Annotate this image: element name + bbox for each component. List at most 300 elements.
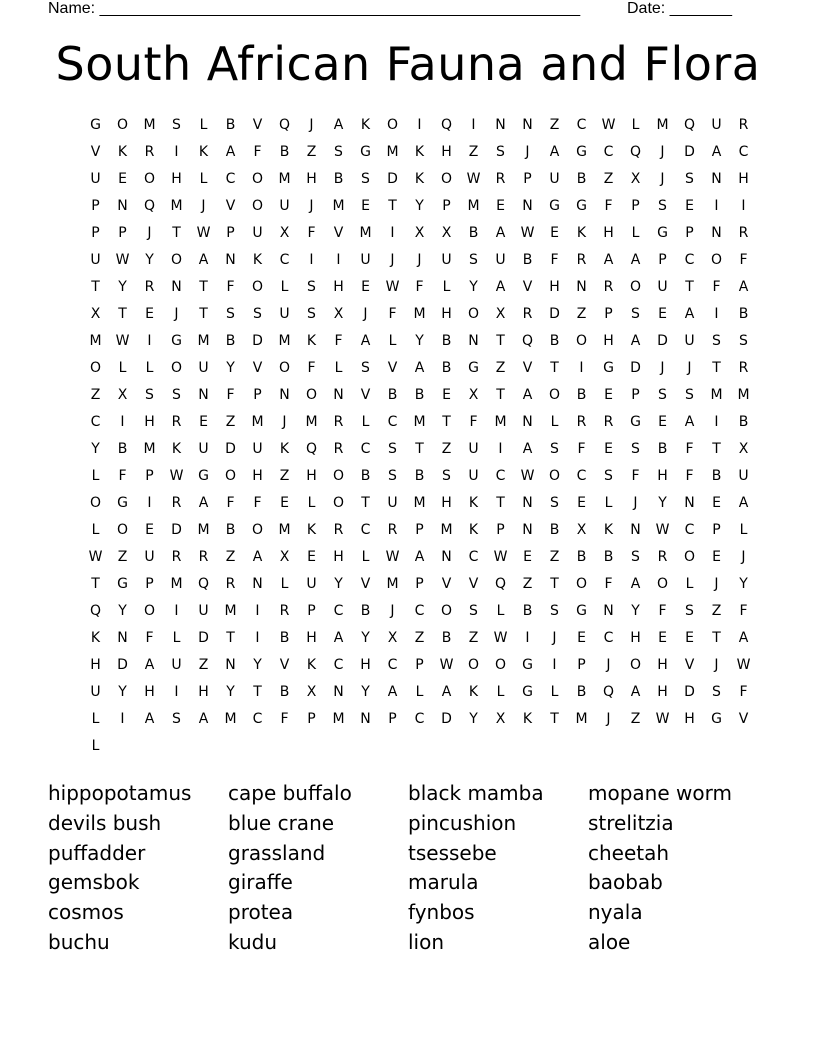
grid-letter: P	[496, 521, 505, 538]
grid-letter: M	[143, 440, 156, 457]
grid-letter: R	[333, 440, 344, 457]
grid-letter: V	[333, 224, 344, 241]
grid-letter: U	[144, 548, 155, 565]
grid-letter: D	[684, 143, 695, 160]
grid-letter: A	[684, 413, 695, 430]
page-title: South African Fauna and Flora	[55, 37, 761, 91]
grid-letter: S	[712, 683, 721, 700]
grid-letter: R	[738, 359, 749, 376]
word-list-item: puffadder	[48, 840, 146, 865]
grid-letter: G	[657, 224, 668, 241]
grid-letter: V	[387, 359, 398, 376]
grid-letter: T	[91, 278, 100, 295]
grid-letter: S	[658, 197, 667, 214]
grid-letter: L	[361, 413, 370, 430]
grid-letter: B	[387, 386, 398, 403]
grid-letter: O	[251, 197, 264, 214]
grid-letter: O	[440, 602, 453, 619]
grid-letter: C	[414, 710, 425, 727]
grid-letter: K	[306, 521, 317, 538]
grid-letter: N	[441, 548, 452, 565]
grid-letter: A	[630, 683, 641, 700]
grid-letter: C	[603, 629, 614, 646]
grid-letter: F	[685, 440, 694, 457]
grid-letter: J	[309, 116, 314, 133]
grid-letter: B	[441, 359, 452, 376]
grid-letter: J	[147, 224, 152, 241]
grid-letter: Q	[629, 143, 642, 160]
grid-letter: B	[576, 683, 587, 700]
grid-letter: S	[253, 305, 262, 322]
grid-letter: A	[738, 629, 749, 646]
grid-letter: B	[117, 440, 128, 457]
grid-letter: W	[520, 224, 535, 241]
grid-letter: A	[333, 116, 344, 133]
grid-letter: S	[145, 386, 154, 403]
grid-letter: X	[414, 224, 425, 241]
grid-letter: N	[522, 494, 533, 511]
grid-letter: L	[172, 629, 181, 646]
grid-letter: C	[387, 656, 398, 673]
grid-letter: I	[714, 413, 719, 430]
grid-letter: J	[174, 305, 179, 322]
grid-letter: L	[604, 494, 613, 511]
grid-letter: A	[144, 710, 155, 727]
grid-letter: U	[198, 602, 209, 619]
grid-letter: P	[91, 197, 100, 214]
grid-letter: M	[251, 413, 264, 430]
grid-letter: N	[711, 224, 722, 241]
grid-letter: Z	[549, 548, 560, 565]
word-list-item: baobab	[588, 870, 663, 895]
grid-letter: B	[522, 602, 533, 619]
grid-letter: O	[89, 494, 102, 511]
grid-letter: W	[385, 278, 400, 295]
grid-letter: F	[226, 494, 235, 511]
grid-letter: R	[738, 116, 749, 133]
grid-letter: P	[631, 197, 640, 214]
grid-letter: W	[115, 332, 130, 349]
grid-letter: X	[387, 629, 398, 646]
grid-letter: O	[116, 116, 129, 133]
grid-letter: O	[467, 305, 480, 322]
word-list-item: tsessebe	[408, 840, 497, 865]
grid-letter: L	[91, 467, 100, 484]
grid-letter: F	[604, 197, 613, 214]
grid-letter: L	[280, 278, 289, 295]
grid-letter: J	[687, 359, 692, 376]
grid-letter: U	[549, 170, 560, 187]
grid-letter: Z	[441, 440, 452, 457]
word-list-item: gemsbok	[48, 870, 140, 895]
grid-letter: F	[685, 467, 694, 484]
grid-letter: W	[385, 548, 400, 565]
grid-letter: P	[442, 197, 451, 214]
grid-letter: O	[656, 575, 669, 592]
word-list-item: devils bush	[48, 810, 162, 835]
grid-letter: A	[198, 494, 209, 511]
grid-letter: T	[685, 278, 694, 295]
grid-letter: S	[685, 170, 694, 187]
grid-letter: A	[495, 224, 506, 241]
grid-letter: F	[415, 278, 424, 295]
grid-letter: I	[120, 710, 125, 727]
grid-letter: W	[655, 521, 670, 538]
grid-letter: Z	[90, 386, 101, 403]
grid-letter: S	[307, 305, 316, 322]
grid-letter: M	[197, 332, 210, 349]
grid-letter: O	[170, 359, 183, 376]
grid-letter: R	[522, 305, 533, 322]
grid-letter: N	[333, 683, 344, 700]
grid-letter: D	[252, 332, 263, 349]
grid-letter: D	[225, 440, 236, 457]
grid-letter: S	[361, 359, 370, 376]
grid-letter: K	[306, 332, 317, 349]
grid-letter: K	[522, 710, 533, 727]
grid-letter: L	[496, 602, 505, 619]
grid-letter: H	[603, 224, 614, 241]
grid-letter: E	[496, 197, 505, 214]
grid-letter: S	[172, 710, 181, 727]
grid-letter: N	[495, 116, 506, 133]
grid-letter: M	[224, 602, 237, 619]
grid-letter: D	[657, 332, 668, 349]
grid-letter: J	[390, 251, 395, 268]
grid-letter: R	[495, 170, 506, 187]
grid-letter: N	[279, 386, 290, 403]
grid-letter: Z	[522, 575, 533, 592]
grid-letter: T	[550, 359, 559, 376]
grid-letter: L	[550, 413, 559, 430]
grid-letter: F	[577, 440, 586, 457]
grid-letter: T	[226, 629, 235, 646]
grid-letter: R	[576, 413, 587, 430]
grid-letter: J	[660, 359, 665, 376]
grid-letter: S	[361, 170, 370, 187]
grid-letter: C	[360, 440, 371, 457]
grid-letter: P	[604, 305, 613, 322]
grid-letter: O	[683, 548, 696, 565]
grid-letter: U	[90, 251, 101, 268]
grid-letter: M	[89, 332, 102, 349]
grid-letter: I	[336, 251, 341, 268]
grid-letter: P	[712, 521, 721, 538]
grid-letter: V	[252, 116, 263, 133]
grid-letter: G	[630, 413, 641, 430]
grid-letter: W	[601, 116, 616, 133]
name-field-label: Name: ______________________________________________________	[48, 0, 581, 17]
grid-letter: O	[494, 656, 507, 673]
grid-letter: P	[415, 521, 424, 538]
grid-letter: P	[226, 224, 235, 241]
grid-letter: S	[334, 143, 343, 160]
grid-letter: S	[226, 305, 235, 322]
grid-letter: H	[333, 278, 344, 295]
grid-letter: H	[171, 170, 182, 187]
grid-letter: Y	[631, 602, 640, 619]
grid-letter: F	[145, 629, 154, 646]
grid-letter: O	[332, 494, 345, 511]
grid-letter: U	[360, 251, 371, 268]
grid-letter: U	[90, 170, 101, 187]
grid-letter: N	[225, 656, 236, 673]
grid-letter: S	[685, 602, 694, 619]
grid-letter: H	[306, 170, 317, 187]
grid-letter: N	[198, 386, 209, 403]
grid-letter: L	[631, 224, 640, 241]
grid-letter: X	[279, 224, 290, 241]
grid-letter: R	[225, 575, 236, 592]
grid-letter: N	[522, 116, 533, 133]
grid-letter: E	[199, 413, 208, 430]
grid-letter: U	[306, 575, 317, 592]
grid-letter: X	[333, 305, 344, 322]
grid-letter: V	[522, 359, 533, 376]
grid-letter: E	[118, 170, 127, 187]
grid-letter: Y	[145, 251, 154, 268]
word-list-item: marula	[408, 870, 479, 895]
grid-letter: J	[714, 575, 719, 592]
grid-letter: B	[576, 170, 587, 187]
grid-letter: N	[522, 521, 533, 538]
grid-letter: M	[575, 710, 588, 727]
grid-letter: P	[253, 386, 262, 403]
grid-letter: J	[201, 197, 206, 214]
grid-letter: X	[495, 305, 506, 322]
grid-letter: J	[633, 494, 638, 511]
grid-letter: J	[606, 656, 611, 673]
grid-letter: B	[225, 521, 236, 538]
grid-letter: A	[603, 251, 614, 268]
grid-letter: U	[711, 116, 722, 133]
grid-letter: H	[684, 710, 695, 727]
grid-letter: W	[439, 656, 454, 673]
grid-letter: L	[388, 332, 397, 349]
grid-letter: M	[305, 413, 318, 430]
grid-letter: W	[493, 629, 508, 646]
grid-letter: J	[714, 656, 719, 673]
grid-letter: O	[224, 467, 237, 484]
grid-letter: H	[630, 629, 641, 646]
grid-letter: L	[550, 683, 559, 700]
grid-letter: I	[255, 602, 260, 619]
grid-letter: K	[468, 683, 479, 700]
grid-letter: B	[711, 467, 722, 484]
grid-letter: C	[738, 143, 749, 160]
grid-letter: S	[631, 305, 640, 322]
grid-letter: U	[171, 656, 182, 673]
grid-letter: Z	[117, 548, 128, 565]
grid-letter: K	[468, 494, 479, 511]
grid-letter: S	[658, 386, 667, 403]
grid-letter: E	[577, 629, 586, 646]
date-field-label: Date: _______	[627, 0, 732, 17]
grid-letter: A	[225, 143, 236, 160]
grid-letter: U	[441, 251, 452, 268]
grid-letter: N	[252, 575, 263, 592]
grid-letter: U	[279, 197, 290, 214]
grid-letter: U	[495, 251, 506, 268]
grid-letter: M	[413, 413, 426, 430]
grid-letter: H	[441, 305, 452, 322]
grid-letter: S	[550, 440, 559, 457]
grid-letter: H	[657, 683, 668, 700]
grid-letter: E	[145, 521, 154, 538]
grid-letter: T	[253, 683, 262, 700]
grid-letter: E	[658, 413, 667, 430]
grid-letter: L	[442, 278, 451, 295]
grid-letter: D	[441, 710, 452, 727]
grid-letter: E	[145, 305, 154, 322]
grid-letter: B	[549, 521, 560, 538]
grid-letter: I	[417, 116, 422, 133]
grid-letter: T	[496, 332, 505, 349]
grid-letter: N	[576, 278, 587, 295]
grid-letter: N	[684, 494, 695, 511]
grid-letter: R	[738, 224, 749, 241]
grid-letter: Q	[89, 602, 102, 619]
grid-letter: C	[333, 656, 344, 673]
grid-letter: L	[307, 494, 316, 511]
grid-letter: K	[306, 656, 317, 673]
grid-letter: G	[576, 197, 587, 214]
grid-letter: A	[549, 143, 560, 160]
grid-letter: U	[657, 278, 668, 295]
word-list-item: grassland	[228, 840, 326, 865]
grid-letter: V	[441, 575, 452, 592]
grid-letter: L	[199, 116, 208, 133]
grid-letter: X	[306, 683, 317, 700]
grid-letter: R	[387, 521, 398, 538]
grid-letter: N	[360, 710, 371, 727]
grid-letter: I	[120, 413, 125, 430]
grid-letter: C	[279, 251, 290, 268]
grid-letter: A	[360, 332, 371, 349]
grid-letter: U	[198, 440, 209, 457]
grid-letter: U	[252, 224, 263, 241]
grid-letter: S	[172, 116, 181, 133]
grid-letter: E	[442, 386, 451, 403]
word-list-item: cape buffalo	[228, 781, 352, 805]
grid-letter: E	[604, 386, 613, 403]
grid-letter: Y	[415, 197, 424, 214]
grid-letter: W	[169, 467, 184, 484]
grid-letter: L	[91, 521, 100, 538]
grid-letter: P	[685, 224, 694, 241]
grid-letter: E	[280, 494, 289, 511]
grid-letter: F	[604, 575, 613, 592]
grid-letter: F	[226, 278, 235, 295]
grid-letter: Z	[549, 116, 560, 133]
grid-letter: W	[493, 548, 508, 565]
grid-letter: I	[147, 494, 152, 511]
grid-letter: V	[90, 143, 101, 160]
grid-letter: W	[115, 251, 130, 268]
grid-letter: J	[660, 170, 665, 187]
grid-letter: R	[279, 602, 290, 619]
word-list-item: pincushion	[408, 810, 517, 835]
grid-letter: R	[603, 413, 614, 430]
grid-letter: P	[415, 656, 424, 673]
grid-letter: A	[198, 710, 209, 727]
grid-letter: P	[91, 224, 100, 241]
grid-letter: O	[548, 467, 561, 484]
grid-letter: X	[90, 305, 101, 322]
grid-letter: R	[171, 494, 182, 511]
grid-letter: G	[171, 332, 182, 349]
grid-letter: X	[468, 386, 479, 403]
grid-letter: G	[360, 143, 371, 160]
grid-letter: O	[386, 116, 399, 133]
grid-letter: E	[577, 494, 586, 511]
grid-letter: Q	[197, 575, 210, 592]
grid-letter: A	[630, 251, 641, 268]
grid-letter: O	[143, 602, 156, 619]
grid-letter: N	[711, 170, 722, 187]
grid-letter: N	[603, 602, 614, 619]
grid-letter: L	[739, 521, 748, 538]
grid-letter: Y	[226, 359, 235, 376]
grid-letter: Z	[225, 548, 236, 565]
grid-letter: Y	[334, 575, 343, 592]
grid-letter: I	[471, 116, 476, 133]
grid-letter: H	[360, 656, 371, 673]
grid-letter: C	[684, 521, 695, 538]
grid-letter: Z	[198, 656, 209, 673]
grid-letter: M	[467, 197, 480, 214]
grid-letter: B	[603, 548, 614, 565]
grid-letter: X	[576, 521, 587, 538]
grid-letter: K	[252, 251, 263, 268]
grid-letter: O	[170, 251, 183, 268]
grid-letter: M	[332, 197, 345, 214]
grid-letter: T	[712, 629, 721, 646]
grid-letter: E	[307, 548, 316, 565]
grid-letter: W	[196, 224, 211, 241]
grid-letter: G	[711, 710, 722, 727]
grid-letter: Y	[469, 278, 478, 295]
grid-letter: K	[198, 143, 209, 160]
grid-letter: Z	[603, 170, 614, 187]
word-list-item: protea	[228, 900, 294, 925]
grid-letter: T	[442, 413, 451, 430]
grid-letter: V	[225, 197, 236, 214]
grid-letter: S	[712, 332, 721, 349]
grid-letter: I	[390, 224, 395, 241]
grid-letter: A	[414, 359, 425, 376]
grid-letter: M	[332, 710, 345, 727]
grid-letter: Q	[602, 683, 615, 700]
grid-letter: Z	[576, 305, 587, 322]
grid-letter: T	[361, 494, 370, 511]
grid-letter: N	[171, 278, 182, 295]
grid-letter: I	[579, 359, 584, 376]
grid-letter: K	[414, 170, 425, 187]
word-list-item: hippopotamus	[48, 781, 192, 805]
grid-letter: H	[441, 494, 452, 511]
grid-letter: V	[279, 656, 290, 673]
grid-letter: M	[386, 575, 399, 592]
grid-letter: Z	[468, 629, 479, 646]
grid-letter: Q	[494, 575, 507, 592]
grid-letter: P	[631, 386, 640, 403]
grid-letter: D	[117, 656, 128, 673]
grid-letter: A	[711, 143, 722, 160]
grid-letter: A	[198, 251, 209, 268]
grid-letter: Z	[630, 710, 641, 727]
grid-letter: I	[714, 305, 719, 322]
